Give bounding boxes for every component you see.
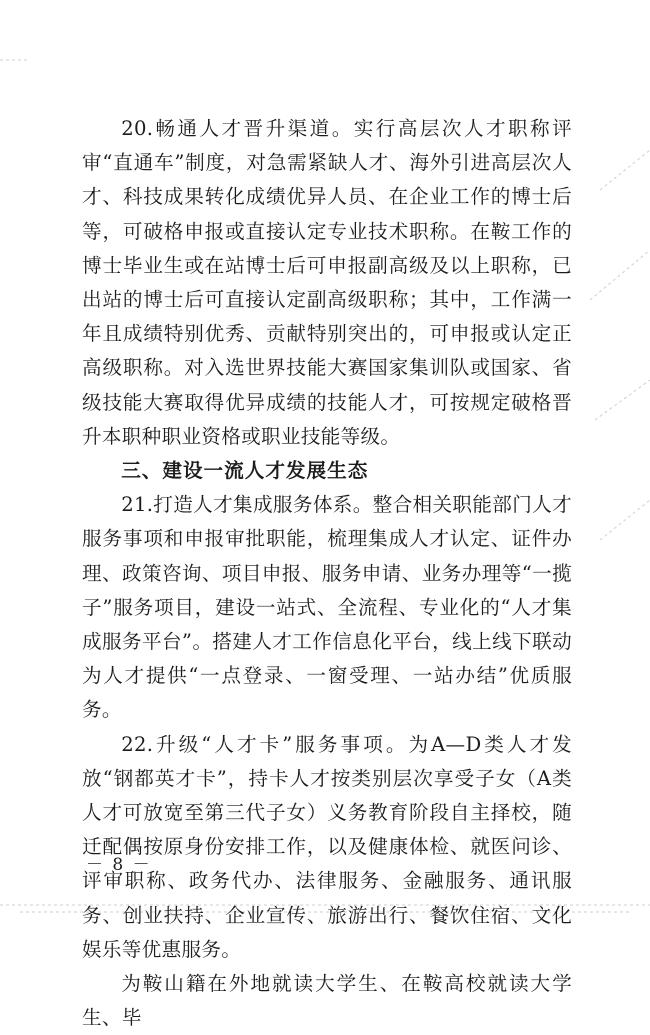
section-heading-3: 三、建设一流人才发展生态	[121, 459, 369, 483]
paragraph-continued: 为鞍山籍在外地就读大学生、在鞍高校就读大学生、毕	[82, 972, 572, 1030]
paragraph-21: 21.打造人才集成服务体系。整合相关职能部门人才服务事项和申报审批职能，梳理集成人才认定、证件办理、政策咨询、项目申报、服务申请、业务办理等“一揽子”服务项目，建设一站式、全流程、专业化的“人才集成服务平台”。搭建人才工作信息化平台，线上线下联动为人才提供“一点登录、一窗受理、一站办结”优质服务。	[82, 493, 572, 722]
paragraph-20: 20.畅通人才晋升渠道。实行高层次人才职称评审“直通车”制度，对急需紧缺人才、海外引进高层次人才、科技成果转化成绩优异人员、在企业工作的博士后等，可破格申报或直接认定专业技术职称。在鞍工作的博士毕业生或在站博士后可申报副高级及以上职称，已出站的博士后可直接认定副高级职称；其中，工作满一年且成绩特别优秀、贡献特别突出的，可申报或认定正高级职称。对入选世界技能大赛国家集训队或国家、省级技能大赛取得优异成绩的技能人才，可按规定破格晋升本职种职业资格或职业技能等级。	[82, 117, 572, 448]
page-number: － 8 －	[86, 855, 152, 875]
document-body	[82, 112, 572, 1035]
paragraph-22: 22.升级“人才卡”服务事项。为A—D类人才发放“钢都英才卡”，持卡人才按类别层次享受子女（A类人才可放宽至第三代子女）义务教育阶段自主择校，随迁配偶按原身份安排工作，以及健康体检、就医问诊、评审职称、政务代办、法律服务、金融服务、通讯服务、创业扶持、企业宣传、旅游出行、餐饮住宿、文化娱乐等优惠服务。	[82, 732, 572, 961]
